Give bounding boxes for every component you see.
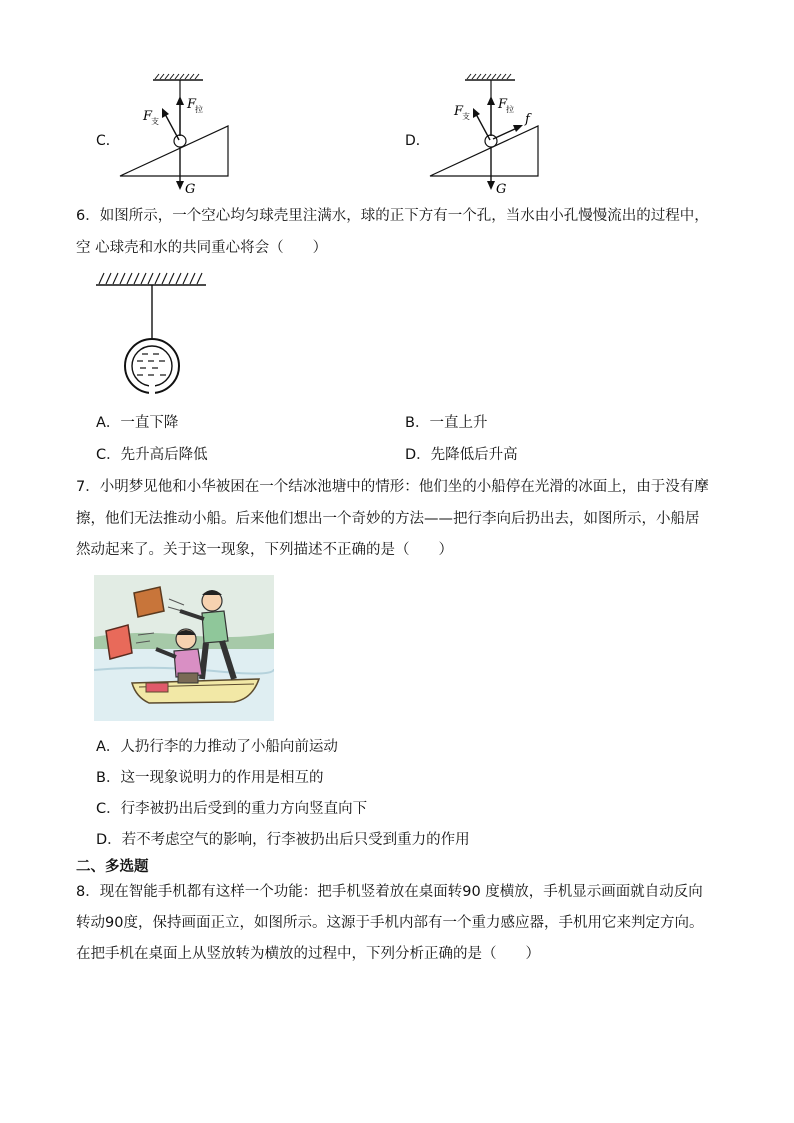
f-support-label: F: [143, 109, 153, 124]
q6-option-a[interactable]: A．一直下降: [96, 415, 179, 431]
q6-option-c[interactable]: C．先升高后降低: [96, 447, 208, 463]
option-c-label: C．: [96, 133, 120, 149]
gravity-label: G: [496, 182, 507, 197]
q6-text-line2: 空 心球壳和水的共同重心将会（ ）: [76, 240, 328, 256]
friction-label: f: [525, 112, 530, 127]
q7-option-c[interactable]: C．行李被扔出后受到的重力方向竖直向下: [96, 801, 368, 817]
f-support-subscript: 支: [462, 112, 470, 121]
q7-text-line3: 然动起来了。关于这一现象，下列描述不正确的是（ ）: [76, 542, 453, 558]
f-pull-subscript: 拉: [195, 105, 203, 114]
f-pull-label: F: [498, 97, 508, 112]
boat-on-ice-illustration: [94, 575, 274, 721]
section-heading-multiple-choice: 二、多选题: [76, 859, 149, 875]
q8-text-line1: 8．现在智能手机都有这样一个功能：把手机竖着放在桌面转90 度横放，手机显示画面就自动反向: [76, 884, 703, 900]
q6-text-line1: 6．如图所示，一个空心均匀球壳里注满水，球的正下方有一个孔，当水由小孔慢慢流出的过程中，: [76, 208, 709, 224]
force-diagram-c: [115, 70, 240, 200]
f-support-subscript: 支: [151, 117, 159, 126]
q8-text-line2: 转动90度，保持画面正立，如图所示。这源于手机内部有一个重力感应器，手机用它来判定方向。: [76, 915, 704, 931]
f-support-label: F: [454, 104, 464, 119]
q7-option-b[interactable]: B．这一现象说明力的作用是相互的: [96, 770, 324, 786]
f-pull-label: F: [187, 97, 197, 112]
gravity-label: G: [185, 182, 196, 197]
q7-text-line1: 7．小明梦见他和小华被困在一个结冰池塘中的情形：他们坐的小船停在光滑的冰面上，由于没有摩: [76, 479, 709, 495]
q8-text-line3: 在把手机在桌面上从竖放转为横放的过程中，下列分析正确的是（ ）: [76, 946, 540, 962]
f-pull-subscript: 拉: [506, 105, 514, 114]
q7-text-line2: 擦，他们无法推动小船。后来他们想出一个奇妙的方法——把行李向后扔出去，如图所示，小船居: [76, 511, 700, 527]
force-diagram-d: [425, 70, 550, 200]
hanging-sphere-figure: [90, 268, 215, 398]
q7-option-d[interactable]: D．若不考虑空气的影响，行李被扔出后只受到重力的作用: [96, 832, 470, 848]
option-d-label: D．: [405, 133, 430, 149]
q7-option-a[interactable]: A．人扔行李的力推动了小船向前运动: [96, 739, 338, 755]
q6-option-d[interactable]: D．先降低后升高: [405, 447, 518, 463]
q6-option-b[interactable]: B．一直上升: [405, 415, 488, 431]
